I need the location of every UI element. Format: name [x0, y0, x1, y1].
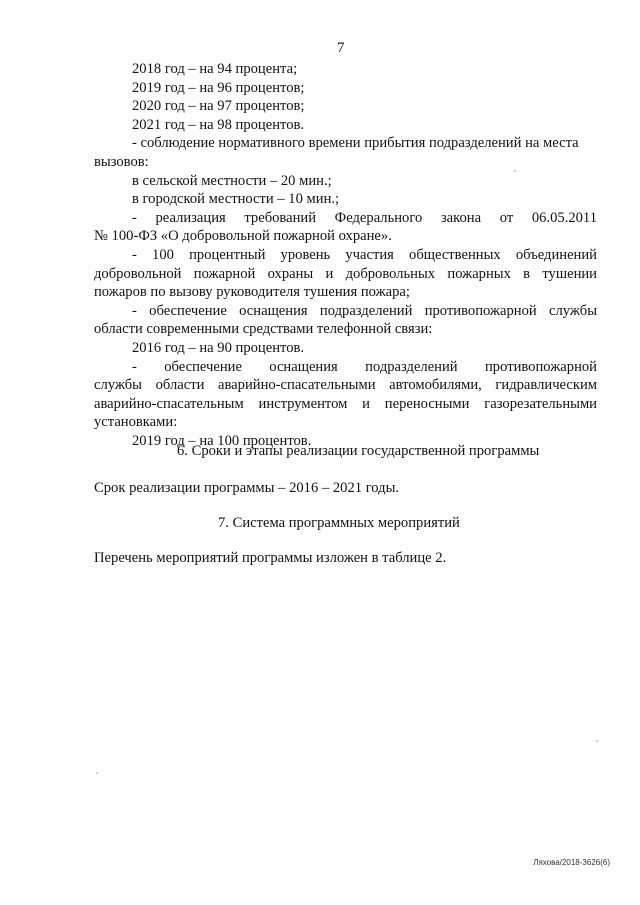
text-line: области современными средствами телефонной связи: [94, 321, 433, 338]
scan-speck [96, 772, 98, 774]
text-line: 2019 год – на 96 процентов; [132, 79, 305, 96]
text-line: установками: [94, 414, 178, 431]
scan-speck [514, 170, 516, 172]
text-line: - обеспечение оснащения подразделений противопожарной [132, 358, 597, 375]
text-line: - соблюдение нормативного времени прибытия подразделений на места [132, 135, 579, 152]
text-line: пожаров по вызову руководителя тушения пожара; [94, 284, 410, 301]
text-line: в городской местности – 10 мин.; [132, 191, 340, 208]
section-7-text: Перечень мероприятий программы изложен в таблице 2. [94, 550, 447, 566]
page-number: 7 [337, 40, 345, 56]
section-6-text: Срок реализации программы – 2016 – 2021 годы. [94, 480, 400, 496]
text-line: 2018 год – на 94 процента; [132, 61, 298, 77]
text-line: в сельской местности – 20 мин.; [132, 172, 332, 189]
footer-code: Ляхова/2018-3626(6) [533, 858, 610, 867]
text-line: добровольной пожарной охраны и добровольных пожарных в тушении [94, 265, 597, 282]
text-line: аварийно-спасательным инструментом и переносными газорезательными [94, 395, 597, 412]
section-6-heading: 6. Сроки и этапы реализации государственной программы [177, 443, 540, 459]
text-line: - 100 процентный уровень участия общественных объединений [132, 246, 597, 263]
text-line: - обеспечение оснащения подразделений противопожарной службы [132, 302, 597, 319]
text-line: 2021 год – на 98 процентов. [132, 116, 305, 133]
text-line: службы области аварийно-спасательными автомобилями, гидравлическим [94, 377, 597, 394]
body-text [94, 60, 597, 450]
text-line: вызовов: [94, 153, 149, 170]
text-line: 2016 год – на 90 процентов. [132, 339, 305, 356]
text-line: № 100-ФЗ «О добровольной пожарной охране». [94, 228, 392, 245]
text-line: 2020 год – на 97 процентов; [132, 98, 305, 115]
section-7-heading: 7. Система программных мероприятий [218, 515, 460, 531]
text-line: - реализация требований Федерального закона от 06.05.2011 [132, 209, 597, 226]
scan-speck [596, 740, 598, 742]
text-line: 2019 год – на 100 процентов. [132, 432, 312, 449]
